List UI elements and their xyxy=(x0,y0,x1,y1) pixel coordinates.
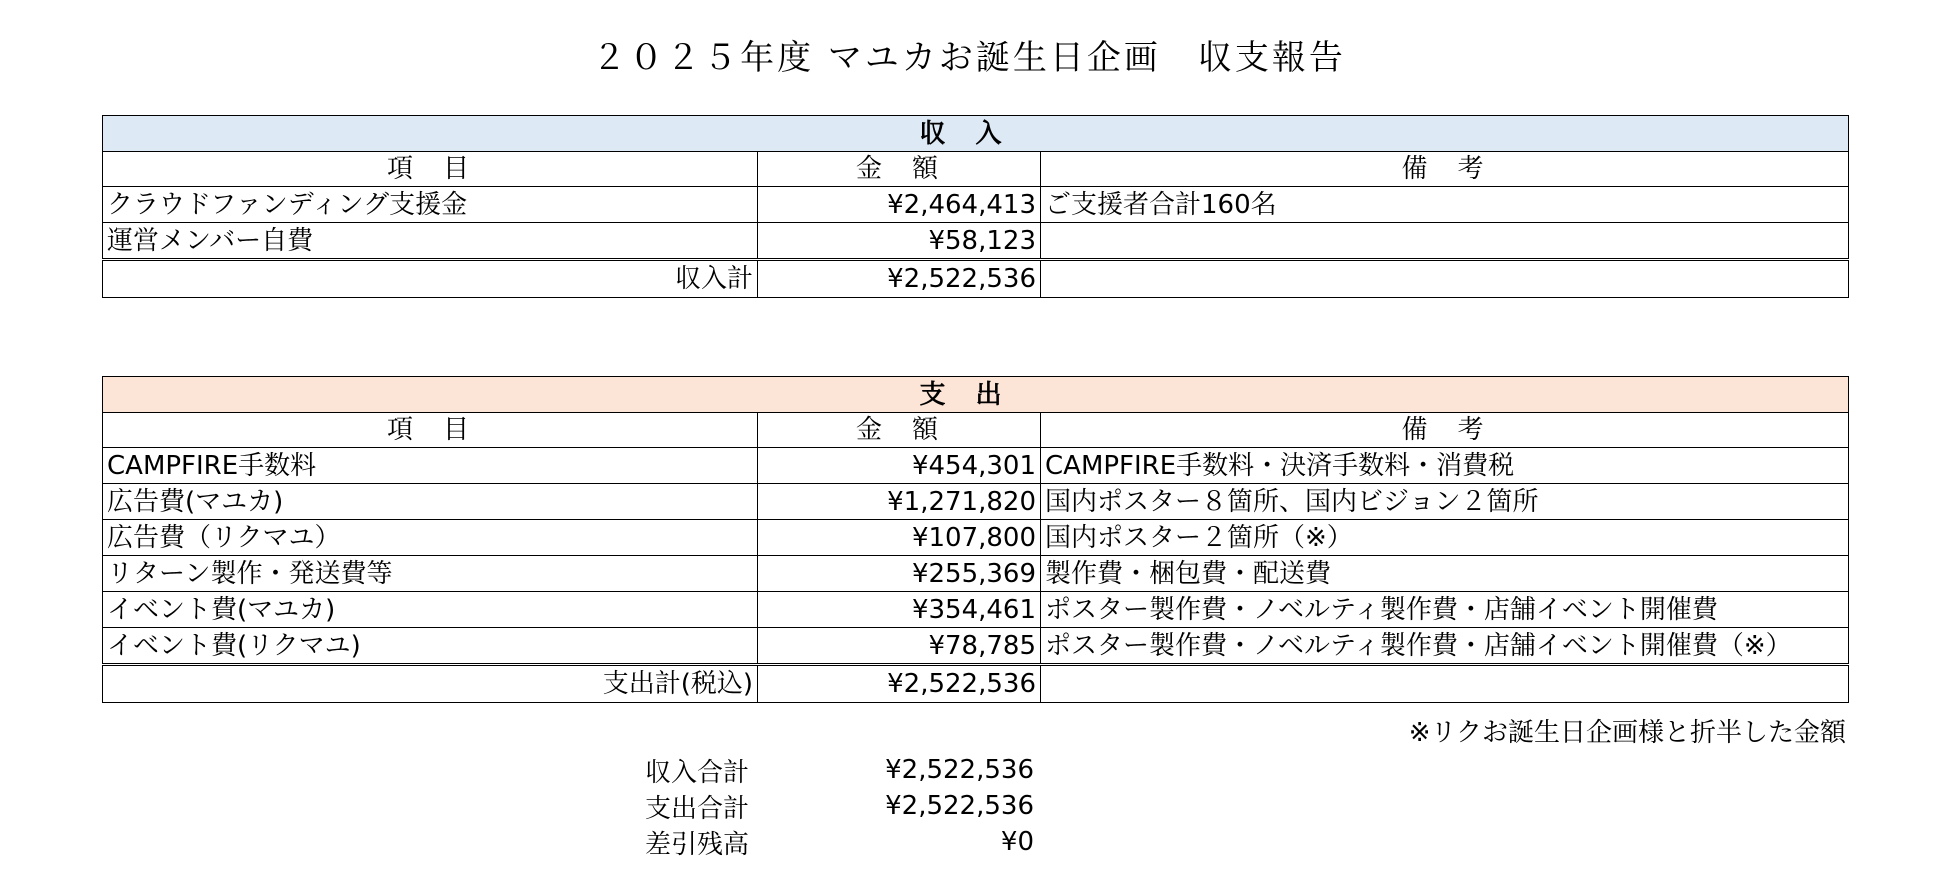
table-row xyxy=(103,448,1849,484)
income-note-cell xyxy=(1041,223,1849,260)
expense-amount-cell: ¥354,461 xyxy=(758,592,1041,628)
income-item-cell: 運営メンバー自費 xyxy=(103,223,758,260)
expense-item-cell: イベント費(マユカ) xyxy=(103,592,758,628)
expense-table xyxy=(102,376,1849,703)
income-amount-cell: ¥58,123 xyxy=(758,223,1041,260)
income-note-cell: ご支援者合計160名 xyxy=(1041,187,1849,223)
table-row xyxy=(103,556,1849,592)
expense-header-amount: 金額 xyxy=(758,413,1041,448)
expense-note-cell: 国内ポスター８箇所、国内ビジョン２箇所 xyxy=(1041,484,1849,520)
summary-row-expense xyxy=(102,788,1040,824)
expense-section-title: 支出 xyxy=(103,377,1849,413)
income-total-row xyxy=(103,260,1849,298)
expense-item-cell: CAMPFIRE手数料 xyxy=(103,448,758,484)
income-amount-cell: ¥2,464,413 xyxy=(758,187,1041,223)
summary-value: ¥2,522,536 xyxy=(885,791,1034,821)
expense-item-cell: リターン製作・発送費等 xyxy=(103,556,758,592)
expense-column-headers xyxy=(103,413,1849,448)
table-row xyxy=(103,484,1849,520)
expense-amount-cell: ¥255,369 xyxy=(758,556,1041,592)
income-item-cell: クラウドファンディング支援金 xyxy=(103,187,758,223)
summary-block xyxy=(102,752,1040,860)
income-column-headers xyxy=(103,152,1849,187)
expense-header-item: 項目 xyxy=(103,413,758,448)
income-section-title: 収入 xyxy=(103,116,1849,152)
table-row xyxy=(103,223,1849,260)
expense-note-cell: 国内ポスター２箇所（※） xyxy=(1041,520,1849,556)
table-row xyxy=(103,592,1849,628)
summary-value: ¥2,522,536 xyxy=(885,755,1034,785)
income-header-item: 項目 xyxy=(103,152,758,187)
report-title: ２０２５年度 マユカお誕生日企画 収支報告 xyxy=(592,38,1346,78)
summary-label: 支出合計 xyxy=(644,793,749,824)
expense-note-cell: CAMPFIRE手数料・決済手数料・消費税 xyxy=(1041,448,1849,484)
income-header-amount: 金額 xyxy=(758,152,1041,187)
expense-total-label: 支出計(税込) xyxy=(103,665,758,703)
summary-value: ¥0 xyxy=(1000,827,1034,857)
expense-amount-cell: ¥1,271,820 xyxy=(758,484,1041,520)
expense-item-cell: イベント費(リクマユ) xyxy=(103,628,758,665)
expense-note-cell: ポスター製作費・ノベルティ製作費・店舗イベント開催費（※） xyxy=(1041,628,1849,665)
expense-amount-cell: ¥454,301 xyxy=(758,448,1041,484)
expense-total-note xyxy=(1041,665,1849,703)
expense-item-cell: 広告費(マユカ) xyxy=(103,484,758,520)
summary-row-balance xyxy=(102,824,1040,860)
table-row xyxy=(103,628,1849,665)
income-table xyxy=(102,115,1849,298)
expense-note-cell: ポスター製作費・ノベルティ製作費・店舗イベント開催費 xyxy=(1041,592,1849,628)
expense-section-header xyxy=(103,377,1849,413)
income-total-amount: ¥2,522,536 xyxy=(758,260,1041,298)
expense-amount-cell: ¥107,800 xyxy=(758,520,1041,556)
income-section-header xyxy=(103,116,1849,152)
expense-note-cell: 製作費・梱包費・配送費 xyxy=(1041,556,1849,592)
summary-label: 収入合計 xyxy=(644,757,749,788)
footnote: ※リクお誕生日企画様と折半した金額 xyxy=(1408,718,1846,748)
income-total-label: 収入計 xyxy=(103,260,758,298)
expense-total-row xyxy=(103,665,1849,703)
expense-header-note: 備考 xyxy=(1041,413,1849,448)
summary-label: 差引残高 xyxy=(644,829,749,860)
expense-total-amount: ¥2,522,536 xyxy=(758,665,1041,703)
summary-row-income xyxy=(102,752,1040,788)
income-total-note xyxy=(1041,260,1849,298)
table-row xyxy=(103,187,1849,223)
expense-amount-cell: ¥78,785 xyxy=(758,628,1041,665)
table-row xyxy=(103,520,1849,556)
income-header-note: 備考 xyxy=(1041,152,1849,187)
expense-item-cell: 広告費（リクマユ） xyxy=(103,520,758,556)
